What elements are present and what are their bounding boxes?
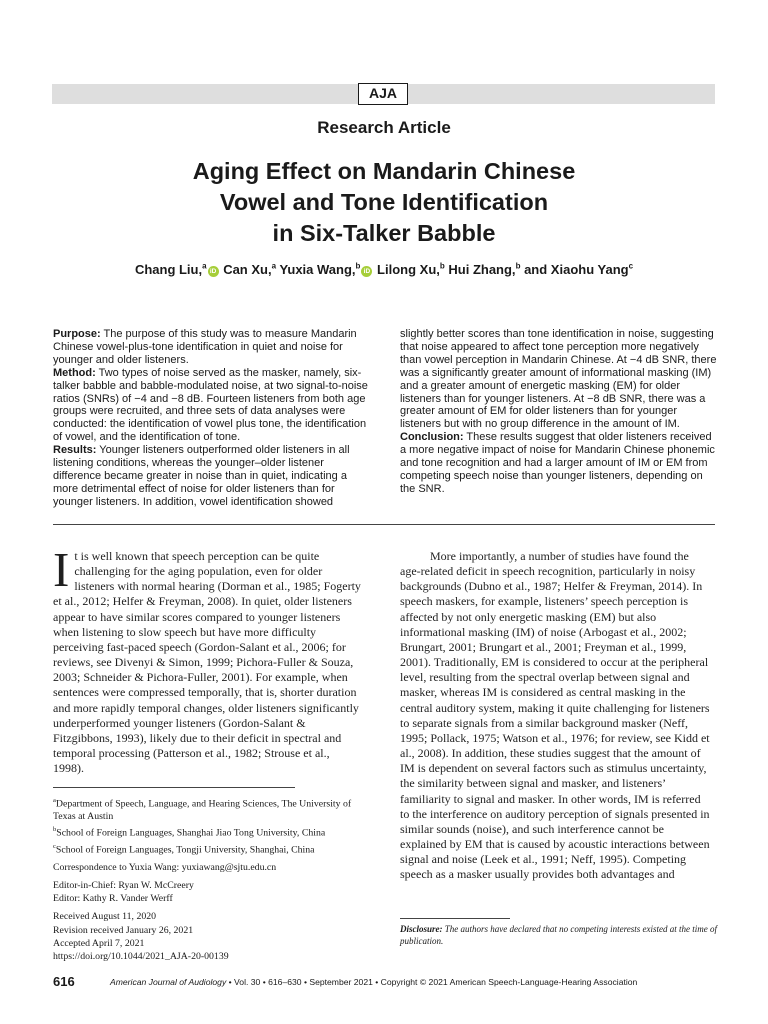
article-type: Research Article xyxy=(317,118,451,137)
orcid-icon[interactable]: iD xyxy=(361,266,372,277)
article-title xyxy=(120,156,648,249)
author: Can Xu,$^a$ xyxy=(223,262,277,278)
abstract-right-column xyxy=(400,328,718,496)
footnote-divider xyxy=(53,787,295,788)
abstract-results-continued: slightly better scores than tone identification in noise, suggesting that noise appeared to affect tone perception more negatively than vowel perception in Mandarin Chinese. At −4 dB SNR, there was a significantly greater amount of informational masking (IM) and a greater amount of energetic masking (EM) for older listeners than for younger listeners. At −8 dB SNR, there was a greater amount of EM for older listeners than for younger listeners but with no group difference in the amount of IM. xyxy=(400,328,717,431)
abstract-purpose: Purpose: The purpose of this study was to measure Mandarin Chinese vowel-plus-tone identification in quiet and noise for younger and older listeners. xyxy=(53,328,357,366)
author: Hui Zhang,$^b$ xyxy=(448,262,521,278)
drop-cap: I xyxy=(53,542,70,597)
body-paragraph: It is well known that speech perception can be quite challenging for the aging population, even for older listeners with normal hearing (Dorman et al., 1985; Fogerty et al., 2012; Helfer & Freyman, 2008). In quiet, older listeners appear to have similar scores compared to younger listeners when listening to slow speech but have more difficulty perceiving fast-paced speech (Gordon-Salant et al., 2006; for reviews, see Divenyi & Simon, 1999; Pichora-Fuller & Souza, 2003; Schneider & Pichora-Fuller, 2001). For example, when sentences were compressed temporally, that is, shorter duration and more rapidly temporal changes, older listeners significantly underperformed younger listeners (Gordon-Salant & Fitzgibbons, 1993), likely due to their deficit in spectral and temporal processing (Patterson et al., 1982; Strouse et al., 1998). xyxy=(53,542,361,776)
disclosure-divider xyxy=(400,918,510,919)
title-line: in Six-Talker Babble xyxy=(272,220,496,246)
revision-date: Revision received January 26, 2021 xyxy=(53,924,194,936)
correspondence: Correspondence to Yuxia Wang: yuxiawang@sjtu.edu.cn xyxy=(53,862,277,874)
body-paragraph: More importantly, a number of studies have found the age-related deficit in speech recognition, particularly in noisy backgrounds (Dubno et al., 1987; Helfer & Freyman, 2014). In speech maskers, for example, listeners’ speech perception is affected by not only energetic masking (EM) but also informational masking (IM) of noise (Arbogast et al., 2002; Brungart, 2001; Brungart et al., 2001; Freyman et al., 1999, 2001). Traditionally, EM is considered to occur at the peripheral level, resulting from the spectral overlap between signal and masker, whereas IM is considered as central masking in the central auditory system, making it quite challenging for listeners to separate signals from a similar background masker (Neff, 1995; Pollack, 1975; Watson et al., 1976; for review, see Kidd et al., 2008). In addition, these studies suggest that the amount of IM is dependent on several factors such as stimulus uncertainty, the similarity between signal and masker, and listeners’ familiarity to signal and masker. In other words, IM is referred to the interference on auditory perception of signals presented in similar sounds (noise), and such interference cannot be explained by EM that is caused by acoustic interactions between signal and noise (Leek et al., 1991; Neff, 1995). Competing speech as a masker usually provides both advantages and xyxy=(400,549,710,882)
abstract-conclusion: Conclusion: These results suggest that older listeners received a more negative impact of noise for Mandarin Chinese phonemic and tone recognition and had a larger amount of IM or EM from competing speech noise than younger listeners, depending on the SNR. xyxy=(400,431,715,495)
editor: Editor: Kathy R. Vander Werff xyxy=(53,893,173,905)
author-list xyxy=(0,262,768,277)
journal-badge: AJA xyxy=(358,83,408,105)
affiliation-c: $^c$School of Foreign Languages, Tongji University, Shanghai, China xyxy=(53,842,315,856)
title-line: Vowel and Tone Identification xyxy=(219,189,549,215)
abstract-results: Results: Younger listeners outperformed older listeners in all listening conditions, whereas the younger–older listener difference became greater in noise than in quiet, indicating a more detrimental effect of noise for older listeners than for younger listeners. In addition, vowel identification showed xyxy=(53,444,350,508)
author: Lilong Xu,$^b$ xyxy=(377,262,445,278)
body-left-column xyxy=(53,542,363,776)
doi-link[interactable]: https://doi.org/10.1044/2021_AJA-20-00139 xyxy=(53,950,229,962)
editor-in-chief: Editor-in-Chief: Ryan W. McCreery xyxy=(53,880,194,892)
body-right-column xyxy=(400,549,710,882)
author: Chang Liu,$^a$iD xyxy=(135,262,220,277)
footnotes xyxy=(53,794,373,963)
affiliation-b: $^b$School of Foreign Languages, Shanghai Jiao Tong University, China xyxy=(53,826,326,839)
abstract-method: Method: Two types of noise served as the masker, namely, six-talker babble and babble-modulated noise, at two signal-to-noise ratios (SNRs) of −4 and −8 dB. Fourteen listeners from both age groups were recruited, and three sets of data analyses were conducted: the identification of vowel plus tone, the identification of vowel, and the identification of tone. xyxy=(53,366,368,444)
affiliation-a: $^a$Department of Speech, Language, and Hearing Sciences, The University of Texas at Austin xyxy=(53,797,352,823)
abstract-divider xyxy=(53,524,715,525)
received-date: Received August 11, 2020 xyxy=(53,911,157,923)
orcid-icon[interactable]: iD xyxy=(208,266,219,277)
title-line: Aging Effect on Mandarin Chinese xyxy=(192,158,576,184)
author: Yuxia Wang,$^b$iD xyxy=(279,262,373,277)
author: and Xiaohu Yang$^c$ xyxy=(524,262,634,278)
abstract-left-column xyxy=(53,328,371,509)
disclosure: Disclosure: The authors have declared that no competing interests existed at the time of publication. xyxy=(400,924,718,946)
running-footer: American Journal of Audiology • Vol. 30 • 616–630 • September 2021 • Copyright © 2021 American Speech-Language-Hearing Association xyxy=(110,977,638,987)
accepted-date: Accepted April 7, 2021 xyxy=(53,937,145,949)
page-number: 616 xyxy=(53,974,75,989)
